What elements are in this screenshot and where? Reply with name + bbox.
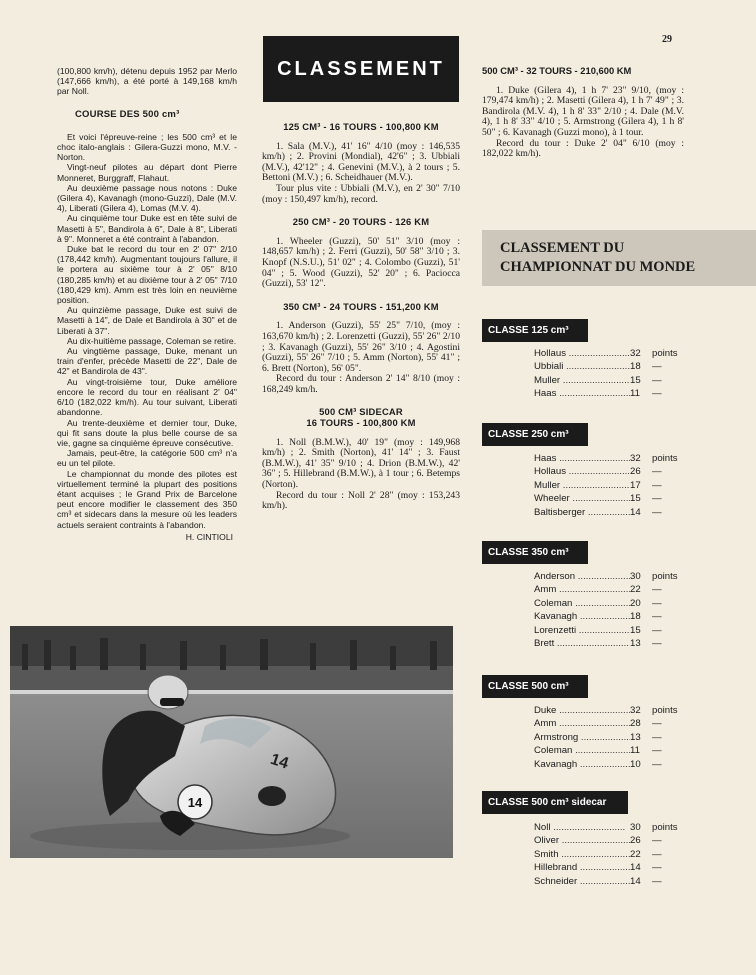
standing-row: Brett ..... 13 — [534, 637, 694, 650]
race-title: 250 CM³ - 20 TOURS - 126 KM [292, 216, 430, 228]
race-500-sidecar [262, 407, 460, 511]
fairing-number-side: 14 [268, 750, 291, 773]
article-paragraph: Au trente-deuxième et dernier tour, Duke, qui fit sans doute la plus belle course de sa vie, gagne sa cinquième épreuve consécutive. [57, 417, 237, 448]
standings-125 [534, 347, 694, 401]
results-column [262, 122, 460, 524]
standing-row: Ubbiali ..... 18 — [534, 360, 694, 373]
race-title: 500 CM³ - 32 TOURS - 210,600 KM [482, 65, 632, 76]
article-paragraph: Jamais, peut-être, la catégorie 500 cm³ n'a eu un tel pilote. [57, 448, 237, 469]
standing-row: Amm ..... 22 — [534, 583, 694, 596]
sidecar-heading [262, 407, 460, 428]
standing-row: Duke ..... 32 points [534, 704, 694, 717]
race-title: 500 CM³ SIDECAR [319, 406, 403, 418]
championship-title-line2: CHAMPIONNAT DU MONDE [500, 259, 696, 275]
standing-row: Haas ..... 11 — [534, 387, 694, 400]
class-500-tab: CLASSE 500 cm³ [482, 675, 588, 698]
standing-row: Baltisberger ..... 14 — [534, 506, 694, 519]
fairing-number: 14 [187, 795, 203, 810]
article-paragraph: Au vingt-troisième tour, Duke améliore encore le record du tour en réalisant 2' 04" 6/10 (182,022 km/h). Au tour suivant, Liberati abandonne. [57, 376, 237, 418]
race-results: 1. Sala (M.V.), 41' 16" 4/10 (moy : 146,535 km/h) ; 2. Provini (Mondial), 42'6" ; 3. Ubbiali (M.V.), 42'12" ; 4. Genevini (M.V.), à 2 tours ; 5. Bettoni (M.V.) ; 6. Scheidhauer (M.V.). [262, 140, 460, 184]
race-250 [262, 217, 460, 290]
race-results: 1. Duke (Gilera 4), 1 h 7' 23" 9/10, (moy : 179,474 km/h) ; 2. Masetti (Gilera 4), 1 h 7' 49" ; 3. Bandirola (M.V. 4), 1 h 8' 33" 2/10 ; 4. Dale (M.V. 4), 1 h 8' 33" 4/10 ; 5. Armstrong (Gilera 4), 1 h 8' 50" ; 6. Kavanagh (Guzzi mono), à 1 tour. [482, 84, 684, 138]
race-record: Record du tour : Anderson 2' 14" 8/10 (moy : 168,249 km/h. [262, 373, 460, 395]
race-record: Record du tour : Noll 2' 28" (moy : 153,243 km/h). [262, 489, 460, 512]
standing-row: Coleman ..... 11 — [534, 744, 694, 757]
standing-row: Anderson ..... 30 points [534, 570, 694, 583]
article-paragraph: Vingt-neuf pilotes au départ dont Pierre Monneret, Burggraff, Flahaut. [57, 162, 237, 183]
race-title: 125 CM³ - 16 TOURS - 100,800 KM [283, 121, 439, 132]
race-subtitle: 16 TOURS - 100,800 KM [306, 417, 416, 429]
classement-banner [263, 36, 459, 102]
standing-row: Schneider ..... 14 — [534, 875, 694, 888]
standing-row: Oliver ..... 26 — [534, 834, 694, 847]
article-intro: (100,800 km/h), détenu depuis 1952 par Merlo (147,666 km/h), a été porté à 149,168 km/h par Noll. [57, 66, 237, 97]
author-signature: H. CINTIOLI [185, 531, 233, 542]
standing-row: Hillebrand ..... 14 — [534, 861, 694, 874]
class-350-tab: CLASSE 350 cm³ [482, 541, 588, 564]
article-paragraph: Au cinquième tour Duke est en tête suivi de Masetti à 5", Bandirola à 6", Dale à 8", Liberati à 9". Monneret a été contraint à l'abandon. [57, 213, 237, 244]
article-paragraph: Au vingtième passage, Duke, menant un train d'enfer, précède Masetti de 22", Dale de 42" et Bandirola de 43". [57, 346, 237, 377]
article-column [57, 66, 237, 542]
article-paragraph: Et voici l'épreuve-reine ; les 500 cm³ et le choc italo-anglais : Gilera-Guzzi mono, M.V. - Norton. [57, 131, 237, 163]
standings-500 [534, 704, 694, 771]
banner-title: CLASSEMENT [277, 57, 445, 80]
race-results: 1. Wheeler (Guzzi), 50' 51" 3/10 (moy : 148,657 km/h) ; 2. Ferri (Guzzi), 50' 58" 3/10 ; 3. Knopf (N.S.U.), 51' 02" ; 4. Colombo (Guzzi), 51' 04" ; 5. Wood (Guzzi), 52' 20" ; 6. Paciocca (Guzzi), 53' 12". [262, 235, 460, 290]
race-record: Tour plus vite : Ubbiali (M.V.), en 2' 30" 7/10 (moy : 150,497 km/h), record. [262, 182, 460, 205]
standing-row: Armstrong ..... 13 — [534, 731, 694, 744]
race-title: 350 CM³ - 24 TOURS - 151,200 KM [283, 300, 439, 312]
article-paragraph: Au dix-huitième passage, Coleman se retire. [67, 335, 237, 346]
results-500-column [482, 66, 684, 160]
article-paragraph: Le championnat du monde des pilotes est virtuellement terminé la plupart des positions étant acquises ; le Grand Prix de Barcelone peut encore modifier le classement des 350 cm³ et sidecars dans la mesure où les leaders actuels seraient contraints à l'abandon. [57, 468, 237, 530]
section-title: COURSE DES 500 cm³ [75, 108, 180, 120]
standing-row: Kavanagh ..... 10 — [534, 758, 694, 771]
standing-row: Kavanagh ..... 18 — [534, 610, 694, 623]
standing-row: Wheeler ..... 15 — [534, 492, 694, 505]
standing-row: Muller ..... 17 — [534, 479, 694, 492]
race-125 [262, 122, 460, 205]
standing-row: Smith ..... 22 — [534, 848, 694, 861]
motorcycle-photo-illustration [10, 626, 453, 858]
standing-row: Haas ..... 32 points [534, 452, 694, 465]
race-results: 1. Anderson (Guzzi), 55' 25" 7/10, (moy : 163,670 km/h) ; 2. Lorenzetti (Guzzi), 55' 26" 2/10 ; 3. Kavanagh (Guzzi), 55' 26" 3/10 ; 4. Agostini (Guzzi), 55' 26" 7/10 ; 5. Amm (Norton), 55' 41" ; 6. Brett (Norton), 56' 05". [262, 320, 460, 374]
standing-row: Hollaus ..... 32 points [534, 347, 694, 360]
standings-350 [534, 570, 694, 650]
article-paragraph: Au deuxième passage nous notons : Duke (Gilera 4), Kavanagh (mono-Guzzi), Dale (M.V. 4), Liberati (Gilera 4), Lomas (M.V. 4). [57, 182, 237, 214]
championship-title-line1: CLASSEMENT DU [500, 240, 625, 256]
race-350 [262, 302, 460, 396]
standings-500-sidecar [534, 821, 694, 888]
race-photo [10, 626, 453, 858]
class-125-tab: CLASSE 125 cm³ [482, 319, 588, 342]
standing-row: Amm ..... 28 — [534, 717, 694, 730]
standing-row: Muller ..... 15 — [534, 374, 694, 387]
standings-250 [534, 452, 694, 519]
standing-row: Noll ..... 30 points [534, 821, 694, 834]
standing-row: Coleman ..... 20 — [534, 597, 694, 610]
class-250-tab: CLASSE 250 cm³ [482, 423, 588, 446]
article-paragraph: Au quinzième passage, Duke est suivi de Masetti à 14", de Dale et Bandirola à 30" et de Liberati à 37". [57, 305, 237, 336]
class-500-sidecar-tab: CLASSE 500 cm³ sidecar [482, 791, 628, 814]
standing-row: Hollaus ..... 26 — [534, 465, 694, 478]
standing-row: Lorenzetti ..... 15 — [534, 624, 694, 637]
race-results: 1. Noll (B.M.W.), 40' 19" (moy : 149,968 km/h) ; 2. Smith (Norton), 41' 14" ; 3. Faust (B.M.W.), 41' 35" 9/10 ; 4. Drion (B.M.W.), 42' 36" ; 5. Hillebrand (B.M.W.), à 1 tour ; 6. Betemps (Norton). [262, 436, 460, 491]
article-paragraph: Duke bat le record du tour en 2' 07" 2/10 (178,442 km/h). Augmentant toujours l'allure, il le portera au sixième tour à 2' 05" 8/10 (180,285 km/h) et au dixième tour à 2' 05" 7/10 (180,429 km). Amm est très loin en neuvième position. [57, 244, 237, 306]
race-record: Record du tour : Duke 2' 04" 6/10 (moy : 182,022 km/h). [482, 137, 684, 160]
page-number: 29 [662, 34, 672, 45]
championship-title [482, 230, 756, 286]
